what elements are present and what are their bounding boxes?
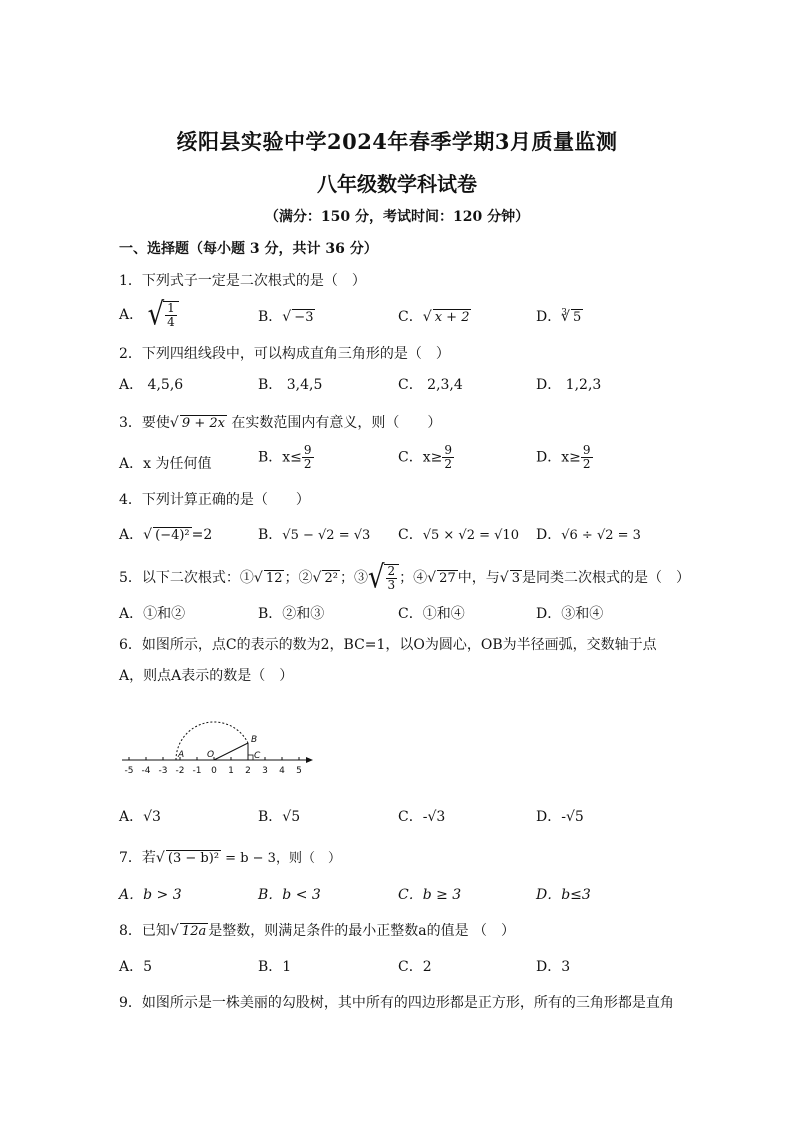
q6-stem-line2: A，则点A表示的数是（ ）	[119, 668, 294, 684]
q5-option-b: B．②和③	[258, 606, 325, 622]
q6-stem-line1: 6．如图所示，点C的表示的数为2，BC=1，以O为圆心，OB为半径画弧，交数轴于点	[119, 637, 657, 653]
exam-subtitle: 八年级数学科试卷	[317, 172, 477, 196]
q8-option-b: B．1	[258, 959, 292, 975]
q2-option-b: B． 3,4,5	[258, 377, 323, 393]
q3-option-b: B．x≤ $\frac{9}{2}$	[258, 443, 312, 471]
tick-label: 3	[262, 766, 268, 776]
q3-option-c: C．x≥ $\frac{9}{2}$	[398, 443, 452, 471]
q3-option-a: A．x 为任何值	[119, 456, 212, 472]
q4-stem: 4．下列计算正确的是（ ）	[119, 492, 310, 508]
tick-label: -3	[158, 766, 168, 776]
q4-option-c: C．√5 × √2 = √10	[398, 527, 519, 543]
number-line-figure	[118, 700, 318, 782]
q5-option-a: A．①和②	[119, 606, 186, 622]
q4-option-a: A．√ (−4)² =2	[119, 524, 212, 544]
point-o-label: O	[207, 750, 215, 760]
q7-option-d: D．b≤3	[536, 887, 591, 903]
tick-label: -1	[192, 766, 202, 776]
q5-option-c: C．①和④	[398, 606, 465, 622]
q1-option-a: A． √ $\frac{1}{4}$	[119, 301, 179, 329]
q7-stem: 7．若√ (3 − b)² = b − 3，则（ ）	[119, 847, 341, 867]
exam-title: 绥阳县实验中学2024年春季学期3月质量监测	[176, 129, 618, 154]
exam-info: （满分：150 分，考试时间：120 分钟）	[264, 209, 530, 225]
q7-option-a: A．b > 3	[119, 887, 182, 903]
q1-option-c: C．√ x + 2	[398, 306, 471, 326]
q5-stem: 5．以下二次根式：①√ 12 ；②√ 2² ；③ √ $\frac{2}{3}$ ；④√ 27 中，与√ 3 是同类二次根式的是（ ）	[119, 564, 690, 592]
q6-option-b: B．√5	[258, 809, 301, 825]
q4-option-b: B．√5 − √2 = √3	[258, 527, 371, 543]
q1-option-d: D．$^3$√ 5	[536, 306, 583, 326]
section-heading: 一、选择题（每小题 3 分，共计 36 分）	[119, 241, 378, 257]
tick-label: -5	[124, 766, 134, 776]
q5-option-d: D．③和④	[536, 606, 604, 622]
q2-option-c: C． 2,3,4	[398, 377, 463, 393]
q3-stem: 3．要使√ 9 + 2x 在实数范围内有意义，则（ ）	[119, 412, 441, 432]
tick-label: 4	[279, 766, 285, 776]
point-b-label: B	[251, 735, 258, 745]
q7-option-c: C．b ≥ 3	[398, 887, 462, 903]
q1-option-b: B．√ −3	[258, 306, 315, 326]
q6-option-d: D．-√5	[536, 809, 584, 825]
right-angle-mark	[248, 755, 253, 760]
q7-option-b: B．b < 3	[258, 887, 321, 903]
q9-stem: 9．如图所示是一株美丽的勾股树，其中所有的四边形都是正方形，所有的三角形都是直角	[119, 995, 674, 1011]
tick-label: 1	[228, 766, 234, 776]
q2-option-a: A． 4,5,6	[119, 377, 184, 393]
point-c-label: C	[254, 751, 261, 761]
q4-option-d: D．√6 ÷ √2 = 3	[536, 527, 641, 543]
q8-stem: 8．已知√ 12a 是整数，则满足条件的最小正整数a的值是 （ ）	[119, 920, 515, 940]
q2-option-d: D． 1,2,3	[536, 377, 602, 393]
q6-option-a: A．√3	[119, 809, 161, 825]
q6-option-c: C．-√3	[398, 809, 446, 825]
q3-option-d: D．x≥ $\frac{9}{2}$	[536, 443, 591, 471]
q8-option-a: A．5	[119, 959, 153, 975]
point-a-label: A	[177, 750, 185, 760]
q8-option-c: C．2	[398, 959, 432, 975]
tick-label: 0	[211, 766, 217, 776]
q8-option-d: D．3	[536, 959, 571, 975]
q1-stem: 1．下列式子一定是二次根式的是（ ）	[119, 273, 366, 289]
tick-label: -2	[175, 766, 185, 776]
q2-stem: 2．下列四组线段中，可以构成直角三角形的是（ ）	[119, 346, 450, 362]
tick-label: 5	[296, 766, 302, 776]
axis-arrow	[306, 757, 313, 763]
tick-label: 2	[245, 766, 251, 776]
tick-label: -4	[141, 766, 151, 776]
